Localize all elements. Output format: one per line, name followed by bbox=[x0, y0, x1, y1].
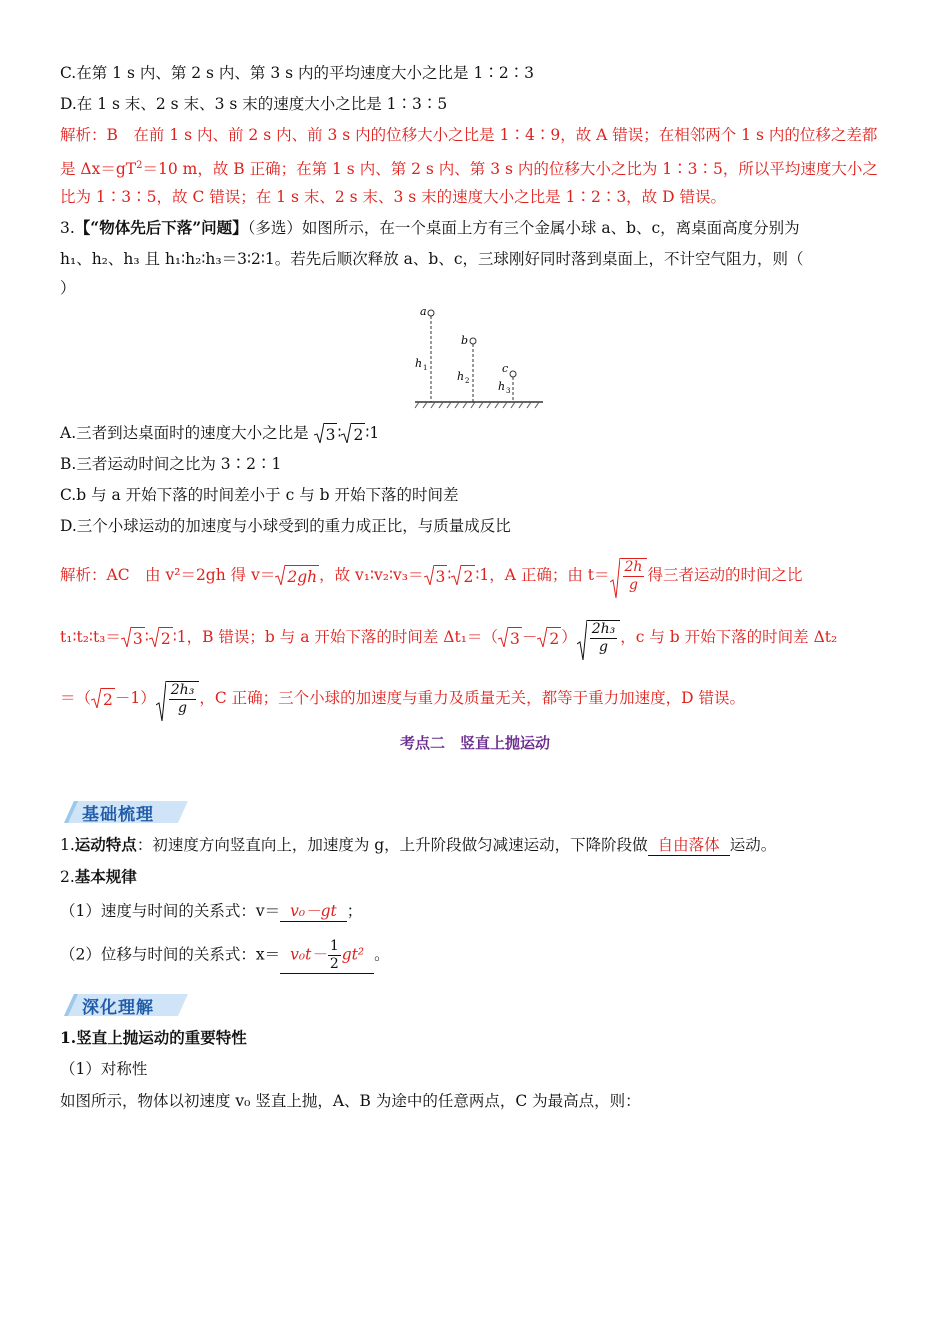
q2-solution-line1: 解析：B 在前 1 s 内、前 2 s 内、前 3 s 内的位移大小之比是 1∶4∶9，故 A 错误；在相邻两个 1 s 内的位移之差都 bbox=[60, 126, 878, 144]
label-a: a bbox=[420, 305, 427, 318]
q3-tag: 【“物体先后下落”问题】 bbox=[74, 218, 248, 237]
ball-a bbox=[428, 310, 434, 316]
q3-option-b: B.三者运动时间之比为 3∶2∶1 bbox=[60, 455, 282, 473]
blank-velocity: v₀－gt bbox=[280, 901, 347, 922]
label-h3: h bbox=[498, 380, 506, 393]
q3-stem-line1 bbox=[60, 217, 800, 239]
ball-c bbox=[510, 371, 516, 377]
deep-symmetry: （1）对称性 bbox=[60, 1060, 148, 1078]
deep-body: 如图所示，物体以初速度 v₀ 竖直上抛，A、B 为途中的任意两点，C 为最高点，则： bbox=[60, 1092, 641, 1110]
q2-option-c: C.在第 1 s 内、第 2 s 内、第 3 s 内的平均速度大小之比是 1∶2∶3 bbox=[60, 64, 535, 82]
basics-velocity: （1）速度与时间的关系式：v＝ v₀－gt ； bbox=[60, 902, 363, 920]
ball-b bbox=[470, 338, 476, 344]
label-c: c bbox=[502, 362, 509, 375]
q3-solution-line2: t₁∶t₂∶t₃＝ 3 ∶ 2 ∶1，B 错误；b 与 a 开始下落的时间差 Δt₁＝（ 3 － 2 ） $\frac{\text{2h₃}}{g}$ ，c 与 b 开始下落的时间差 Δt₂ bbox=[60, 620, 837, 656]
basics-displacement: （2）位移与时间的关系式：x＝ v₀t－ $\frac{1}{2}$ gt² 。 bbox=[60, 938, 390, 972]
label-b: b bbox=[461, 334, 469, 347]
q3-stem-line2: h₁、h₂、h₃ 且 h₁∶h₂∶h₃＝3∶2∶1。若先后顺次释放 a、b、c，三球刚好同时落到桌面上，不计空气阻力，则（ bbox=[60, 250, 804, 268]
label-h1: h bbox=[415, 357, 423, 370]
basics-point2: 2.基本规律 bbox=[60, 867, 137, 886]
section-title: 考点二 竖直上抛运动 bbox=[399, 734, 550, 752]
q3-solution-line3: ＝（ 2 －1） $\frac{\text{2h₃}}{g}$ ，C 正确；三个小球的加速度与重力及质量无关，都等于重力加速度，D 错误。 bbox=[60, 681, 745, 717]
blank-free-fall: 自由落体 bbox=[648, 835, 730, 856]
svg-text:2: 2 bbox=[465, 377, 470, 385]
deep-heading: 1.竖直上抛运动的重要特性 bbox=[60, 1028, 247, 1047]
q3-number: 3. bbox=[60, 219, 75, 237]
q3-stem-line3: ） bbox=[60, 279, 76, 297]
q3-type: （多选） bbox=[247, 219, 302, 237]
table-hatch bbox=[415, 402, 539, 408]
q3-solution-line1: 解析：AC 由 v²＝2gh 得 v＝ 2gh ，故 v₁∶v₂∶v₃＝ 3 ∶ 2 ∶1，A 正确；由 t＝ $\frac{2h}{g}$ 得三者运动的时间之比 bbox=[60, 558, 802, 594]
q3-option-d: D.三个小球运动的加速度与小球受到的重力成正比，与质量成反比 bbox=[60, 517, 511, 535]
svg-text:3: 3 bbox=[506, 387, 511, 395]
banner-basics: 基础梳理 bbox=[60, 799, 190, 825]
banner-deep: 深化理解 bbox=[60, 992, 190, 1018]
q2-solution-line2: 是 $\Delta x=gT^2=10$ m，故 B 正确；在第 1 s 内、第 2 s 内、第 3 s 内的位移大小之比为 1∶3∶5，所以平均速度大小之 bbox=[60, 160, 878, 179]
blank-displacement: v₀t－ $\frac{1}{2}$ gt² bbox=[280, 938, 374, 974]
q3-option-a: A.三者到达桌面时的速度大小之比是 3 ∶ 2 ∶1 bbox=[60, 424, 380, 444]
svg-text:1: 1 bbox=[423, 364, 428, 372]
three-balls-figure bbox=[405, 300, 550, 410]
q2-option-d: D.在 1 s 末、2 s 末、3 s 末的速度大小之比是 1∶3∶5 bbox=[60, 95, 448, 113]
basics-point1: 1.运动特点：初速度方向竖直向上，加速度为 g，上升阶段做匀减速运动，下降阶段做 自由落体 运动。 bbox=[60, 835, 777, 854]
q3-stem1: 如图所示，在一个桌面上方有三个金属小球 a、b、c，离桌面高度分别为 bbox=[301, 219, 800, 237]
q3-option-c: C.b 与 a 开始下落的时间差小于 c 与 b 开始下落的时间差 bbox=[60, 486, 459, 504]
q2-solution-line3: 比为 1∶3∶5，故 C 错误；在 1 s 末、2 s 末、3 s 末的速度大小之比是 1∶2∶3，故 D 错误。 bbox=[60, 188, 726, 206]
label-h2: h bbox=[457, 370, 465, 383]
